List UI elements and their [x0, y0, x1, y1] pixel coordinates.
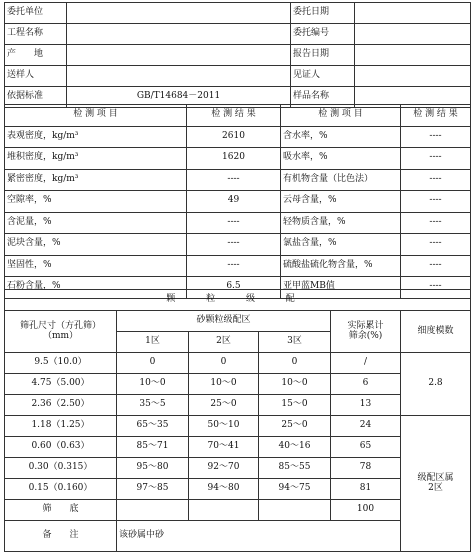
pan-cumulative: 100 [331, 500, 401, 521]
cumulative-value: 81 [331, 479, 401, 500]
header-value [67, 24, 291, 45]
result-header: 检 测 结 果 [401, 105, 471, 127]
property-result: ---- [401, 234, 471, 256]
cumulative-value: 13 [331, 395, 401, 416]
cumulative-header [331, 311, 401, 353]
header-row [5, 45, 471, 66]
header-table [4, 2, 471, 108]
property-result: ---- [401, 277, 471, 299]
properties-row [5, 148, 471, 170]
sieve-size: 0.15（0.160） [5, 479, 117, 500]
fineness-value: 2.8 [401, 353, 471, 416]
cumulative-value: 24 [331, 416, 401, 437]
gradation-row [5, 353, 471, 374]
property-result: ---- [401, 169, 471, 191]
zone-3-range: 40～16 [259, 437, 331, 458]
zone-1-range: 85～71 [117, 437, 189, 458]
gradation-table [4, 289, 471, 552]
zone-2-range: 94～80 [189, 479, 259, 500]
zone-1-header: 1区 [117, 332, 189, 353]
cumulative-value: 78 [331, 458, 401, 479]
property-item: 泥块含量，% [5, 234, 187, 256]
zone-3-range: 15～0 [259, 395, 331, 416]
remark-value: 该砂属中砂 [117, 521, 401, 552]
sieve-size: 1.18（1.25） [5, 416, 117, 437]
property-result: ---- [187, 234, 281, 256]
pan-zone-3 [259, 500, 331, 521]
properties-table [4, 104, 471, 299]
properties-row [5, 234, 471, 256]
property-result: 2610 [187, 126, 281, 148]
zone-result-cell [401, 416, 471, 552]
pan-zone-1 [117, 500, 189, 521]
property-item: 硫酸盐硫化物含量，% [281, 255, 401, 277]
cumulative-header-line2: 筛余(%) [348, 330, 383, 341]
property-result: ---- [187, 255, 281, 277]
zone-3-range: 85～55 [259, 458, 331, 479]
property-item: 有机物含量（比色法） [281, 169, 401, 191]
properties-row [5, 126, 471, 148]
header-label: 送样人 [5, 66, 67, 87]
properties-row [5, 212, 471, 234]
zone-2-header: 2区 [189, 332, 259, 353]
header-value [355, 45, 471, 66]
property-result: 6.5 [187, 277, 281, 299]
property-result: ---- [401, 126, 471, 148]
result-header: 检 测 结 果 [187, 105, 281, 127]
properties-row [5, 255, 471, 277]
zone-1-range: 0 [117, 353, 189, 374]
gradation-title: 颗 粒 级 配 [5, 290, 471, 311]
zone-result-label: 级配区属 [417, 472, 454, 483]
zone-3-range: 10～0 [259, 374, 331, 395]
zone-1-range: 95～80 [117, 458, 189, 479]
property-result: ---- [187, 212, 281, 234]
sieve-size: 9.5（10.0） [5, 353, 117, 374]
header-row [5, 24, 471, 45]
header-row [5, 3, 471, 24]
cumulative-value: / [331, 353, 401, 374]
zone-2-range: 92～70 [189, 458, 259, 479]
fineness-header: 细度模数 [401, 311, 471, 353]
header-label: 委托编号 [291, 24, 355, 45]
property-item: 氯盐含量，% [281, 234, 401, 256]
zone-3-range: 94～75 [259, 479, 331, 500]
header-label: 工程名称 [5, 24, 67, 45]
zone-3-range: 25～0 [259, 416, 331, 437]
property-item: 吸水率，% [281, 148, 401, 170]
sieve-size: 0.30（0.315） [5, 458, 117, 479]
property-item: 堆积密度，kg/m³ [5, 148, 187, 170]
zone-1-range: 65～35 [117, 416, 189, 437]
gradation-row [5, 416, 471, 437]
property-result: 1620 [187, 148, 281, 170]
properties-header-row [5, 105, 471, 127]
properties-row [5, 169, 471, 191]
zone-1-range: 97～85 [117, 479, 189, 500]
zone-3-range: 0 [259, 353, 331, 374]
sieve-size: 2.36（2.50） [5, 395, 117, 416]
property-item: 空隙率，% [5, 191, 187, 213]
pan-label: 筛 底 [5, 500, 117, 521]
property-item: 轻物质含量，% [281, 212, 401, 234]
property-item: 石粉含量，% [5, 277, 187, 299]
zone-3-header: 3区 [259, 332, 331, 353]
zone-1-range: 10～0 [117, 374, 189, 395]
header-value [67, 45, 291, 66]
gradation-title-row [5, 290, 471, 311]
zone-2-range: 10～0 [189, 374, 259, 395]
zone-group-header: 砂颗粒级配区 [117, 311, 331, 332]
zone-result-value: 2区 [428, 482, 443, 493]
header-label: 依据标准 [5, 87, 67, 108]
item-header: 检 测 项 目 [5, 105, 187, 127]
header-value [355, 24, 471, 45]
property-item: 含水率，% [281, 126, 401, 148]
property-result: ---- [187, 169, 281, 191]
sieve-unit-text: （mm） [42, 330, 79, 341]
standard-value: GB/T14684－2011 [67, 87, 291, 108]
property-result: ---- [401, 148, 471, 170]
property-result: ---- [401, 191, 471, 213]
zone-2-range: 0 [189, 353, 259, 374]
property-result: ---- [401, 255, 471, 277]
header-value [355, 66, 471, 87]
header-label: 报告日期 [291, 45, 355, 66]
property-item: 云母含量，% [281, 191, 401, 213]
header-row [5, 66, 471, 87]
sieve-size-header [5, 311, 117, 353]
sieve-header-text: 筛孔尺寸（方孔筛） [19, 320, 101, 331]
sieve-size: 4.75（5.00） [5, 374, 117, 395]
cumulative-header-line1: 实际累计 [347, 320, 384, 331]
zone-2-range: 25～0 [189, 395, 259, 416]
item-header: 检 测 项 目 [281, 105, 401, 127]
property-item: 亚甲蓝MB值 [281, 277, 401, 299]
header-label: 产 地 [5, 45, 67, 66]
property-item: 含泥量，% [5, 212, 187, 234]
property-result: ---- [401, 212, 471, 234]
property-item: 表观密度，kg/m³ [5, 126, 187, 148]
cumulative-value: 65 [331, 437, 401, 458]
gradation-header-row [5, 311, 471, 332]
sieve-size: 0.60（0.63） [5, 437, 117, 458]
property-result: 49 [187, 191, 281, 213]
header-value [355, 3, 471, 24]
zone-2-range: 50～10 [189, 416, 259, 437]
remark-label: 备 注 [5, 521, 117, 552]
header-label: 委托日期 [291, 3, 355, 24]
header-value [67, 66, 291, 87]
property-item: 坚固性，% [5, 255, 187, 277]
zone-1-range: 35～5 [117, 395, 189, 416]
header-label: 样品名称 [291, 87, 355, 108]
header-label: 见证人 [291, 66, 355, 87]
zone-2-range: 70～41 [189, 437, 259, 458]
pan-zone-2 [189, 500, 259, 521]
property-item: 紧密密度，kg/m³ [5, 169, 187, 191]
cumulative-value: 6 [331, 374, 401, 395]
header-label: 委托单位 [5, 3, 67, 24]
properties-row [5, 191, 471, 213]
header-value [67, 3, 291, 24]
